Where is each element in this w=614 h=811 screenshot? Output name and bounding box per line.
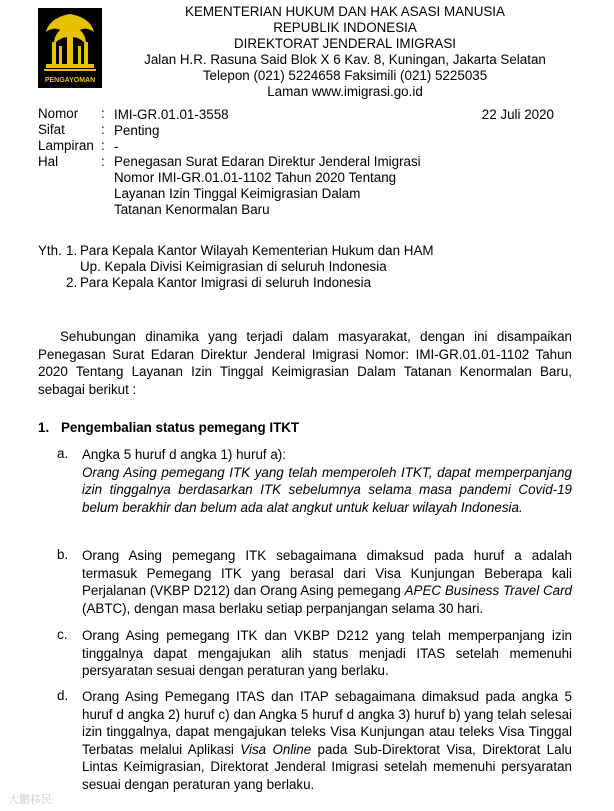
lampiran-value: - [114,139,119,154]
pengayoman-emblem-icon [38,8,102,88]
item-a-letter: a. [57,446,69,461]
addressee-2-num: 2. [66,275,78,290]
item-d-text-1: Orang Asing Pemegang ITAS dan ITAP sebagaimana dimaksud pada angka 5 huruf d angka 2) huruf c) dan Angka 5 huruf d angka 3) huruf b) yang telah selesai izin tinggalnya, dapat mengajukan teleks Visa Kunjungan atau teleks Visa Tinggal Terbatas melalui Aplikasi [82,689,572,757]
addressee-1-line1: Para Kepala Kantor Wilayah Kementerian Hukum dan HAM [80,243,434,258]
nomor-value: IMI-GR.01.01-3558 [114,107,229,122]
item-b-text-2: (ABTC), dengan masa berlaku setiap perpanjangan selama 30 hari. [82,600,484,616]
item-d-body [82,688,572,793]
hal-line: Penegasan Surat Edaran Direktur Jenderal Imigrasi [114,154,421,169]
nomor-label: Nomor [38,106,79,121]
sifat-label: Sifat [38,122,65,137]
letterhead-republic: REPUBLIK INDONESIA [273,20,417,35]
hal-line: Tatanan Kenormalan Baru [114,202,270,217]
letterhead-address: Jalan H.R. Rasuna Said Blok X 6 Kav. 8, Kuningan, Jakarta Selatan [144,52,546,67]
item-c-body: Orang Asing pemegang ITK dan VKBP D212 yang telah memperpanjang izin tinggalnya dapat mengajukan alih status menjadi ITAS setelah memenuhi persyaratan sesuai dengan peraturan yang berlaku. [82,628,572,678]
hal-line: Layanan Izin Tinggal Keimigrasian Dalam [114,186,361,201]
letterhead-directorate: DIREKTORAT JENDERAL IMIGRASI [234,36,456,51]
item-b-italic: APEC Business Travel Card [404,583,572,598]
intro-paragraph: Sehubungan dinamika yang terjadi dalam masyarakat, dengan ini disampaikan Penegasan Surat Edaran Direktur Jenderal Imigrasi Nomor: IMI-GR.01.01-1102 Tahun 2020 Tentang Layanan Izin Tinggal Keimigrasian Dalam Tatanan Kenormalan Baru, sebagai berikut : [38,329,572,397]
item-c-letter: c. [57,627,68,642]
nomor-colon: : [101,106,105,121]
addressee-1-num: 1. [66,243,78,258]
addressee-1-line2: Up. Kepala Divisi Keimigrasian di seluruh Indonesia [80,259,387,274]
section-1-number: 1. [38,420,50,435]
item-d-letter: d. [57,688,69,703]
item-a-reference: Angka 5 huruf d angka 1) huruf a): [82,447,286,462]
item-b-text-1: Orang Asing pemegang ITK sebagaimana dimaksud pada huruf a adalah termasuk Pemegang ITK yang berasal dari Visa Kunjungan Beberapa kali Perjalanan (VKBP D212) dan Orang Asing pemegang [82,548,572,598]
letterhead-website: Laman www.imigrasi.go.id [267,84,423,99]
hal-line: Nomor IMI-GR.01.01-1102 Tahun 2020 Tentang [114,170,397,185]
addressee-2-line1: Para Kepala Kantor Imigrasi di seluruh Indonesia [80,275,372,290]
hal-value [114,154,421,218]
watermark: 大鹏移民 [8,794,52,806]
letterhead-phone: Telepon (021) 5224658 Faksimili (021) 5225035 [202,68,488,83]
yth-label: Yth. [38,243,62,258]
sifat-colon: : [101,122,105,137]
section-1-heading [38,420,299,435]
item-a-quote: Orang Asing pemegang ITK yang telah memperoleh ITKT, dapat memperpanjang izin tinggalnya berdasarkan ITK sebelumnya selama masa pandemi Covid-19 belum berakhir dan belum ada alat angkut untuk keluar wilayah Indonesia. [82,464,572,515]
hal-label: Hal [38,154,59,169]
item-b-body [82,547,572,617]
lampiran-label: Lampiran [38,138,94,153]
item-d-italic: Visa Online [240,741,312,757]
item-a-body [82,446,572,516]
hal-colon: : [101,154,105,169]
letterhead-ministry: KEMENTERIAN HUKUM DAN HAK ASASI MANUSIA [185,4,505,19]
item-b-letter: b. [57,547,69,562]
sifat-value: Penting [114,123,160,138]
letter-date: 22 Juli 2020 [481,107,554,122]
section-1-title: Pengembalian status pemegang ITKT [61,420,300,435]
item-d-text-2: pada Sub-Direktorat Visa, Direktorat Lalu Lintas Keimigrasian, Direktorat Jenderal Imigrasi setelah memenuhi persyaratan sesuai dengan peraturan yang berlaku. [82,741,572,792]
ministry-logo [38,8,102,88]
lampiran-colon: : [101,138,105,153]
svg-text:PENGAYOMAN: PENGAYOMAN [44,77,96,84]
